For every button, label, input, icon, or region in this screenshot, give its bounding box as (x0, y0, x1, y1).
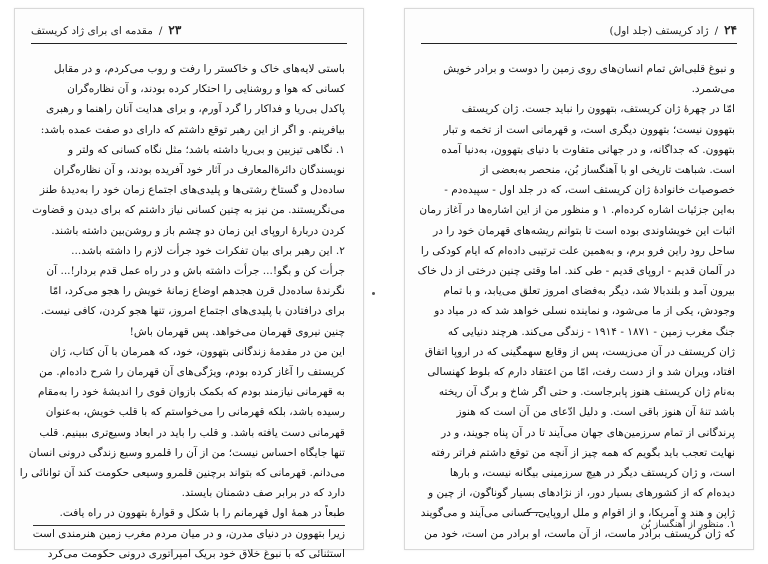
right-running-head-title: ژاد کریستف (جلد اول) (609, 25, 709, 37)
right-page-text-line: دیده‌ام که از کشورهای بسیار دور، از نژادهای بسیار گوناگون، از چین و (428, 487, 735, 500)
left-page-number: ۲۳ (168, 23, 182, 37)
right-running-head-divider: / (714, 25, 719, 37)
left-page-text-line: کردن دربارهٔ اروپای این زمان دو چشم باز و روشن‌بین داشته باشند. (51, 224, 345, 237)
left-page-text-line: طبعاً در همهٔ اول قهرمانم را با شکل و قوارهٔ بتهوون در راه یافت. (59, 507, 345, 520)
left-page-text-line: جرأت کن و بگو!... جرأت داشته باش و در راه عمل قدم بردار!... آن (46, 265, 345, 278)
left-page-text-line: می‌دانم. قهرمانی که بتواند برچنین قلمرو وسیعی حکومت کند آن توانائی را (19, 467, 345, 480)
right-page-text-line: می‌شمرد. (691, 83, 735, 96)
left-page-text-line: ساده‌دل و گستاخ رشتی‌ها و پلیدی‌های اجتماع زمان خود را به‌دیدهٔ طنز (39, 184, 345, 197)
right-page-text-line: بتهوون نیست؛ بتهوون دیگری است، و قهرمانی است از تخمه و تبار (443, 123, 735, 136)
left-page-body (19, 59, 345, 564)
left-page-text-line: قهرمانی دست یافته باشد. و قلب را باید در ابعاد وسیع‌تری ببینیم. قلب (39, 426, 345, 439)
left-page-text-line: ۲. این رهبر برای بیان تفکرات خود جرأت لازم را داشته باشد... (71, 244, 345, 257)
left-page-text-line: زیرا بتهوون در دنیای مدرن، و در میان مردم مغرب زمین هنرمندی است (32, 527, 345, 540)
right-page-body (417, 59, 735, 544)
left-page-text-line: دارد که در برابر صف دشمنان بایستد. (181, 487, 345, 500)
right-page-text-line: که ژان کریستف برادر ماست، از آن ماست، او برادر من است، خود من (424, 527, 735, 540)
gutter-mark (372, 292, 375, 295)
left-page-text-line: استثنائی که با نبوغ خلاق خود بریک امپراتوری درونی حکومت می‌کرد (47, 547, 345, 560)
left-page-text-line: باستی لایه‌های خاک و خاکستر را رفت و روب می‌کردم، و در مقابل (53, 63, 345, 75)
left-page-text-line: رسیده باشد، بلکه قهرمانی را می‌خواستم که با قلب خویش، به‌عنوان (45, 406, 345, 419)
right-page-text-line: بیرون آمد و بلندبالا شد، دیگر به‌فضای امروز تعلق می‌یابد، و با تمام (443, 285, 735, 298)
right-page-text-line: جنگ مغرب زمین - ۱۸۷۱ - ۱۹۱۴ - زندگی می‌کند. هرچند دنیایی که (447, 325, 735, 338)
left-running-head-divider: / (158, 25, 163, 37)
right-running-head (421, 23, 737, 44)
right-page-text-line: و نبوغ قلبی‌اش تمام انسان‌های روی زمین را دوست و برادر خویش (443, 63, 735, 75)
left-page-text-line: کسانی که هوا و روشنایی را احتکار کرده بودند، و آن نظاره‌گران (67, 83, 345, 96)
right-page-text-line: اثبات این خویشاوندی بوده است تا بتوانم ریشه‌های قهرمان خود را در (433, 224, 735, 237)
right-page-text-line: در آلمان قدیم - اروپای قدیم - طی کند. اما وقتی چنین درختی از دل خاک (417, 265, 735, 278)
left-running-head (31, 23, 347, 44)
left-page-text-line: به قهرمانی نیازمند بودم که بکمک بازوان قوی را اندیشهٔ خود را به‌مقام (37, 386, 345, 399)
footnote: ۱. منظور از آهنگساز بُن (640, 519, 735, 530)
right-page-text-line: بتهوون. که جداگانه، و در جهانی متفاوت با دنیای بتهوون، به‌دنیا آمده (441, 143, 735, 156)
right-page-text-line: امّا در چهرهٔ ژان کریستف، بتهوون را نباید جست. ژان کریستف (461, 103, 735, 116)
right-page-text-line: به‌نام ژان کریستف هنوز پابرجاست. و حتی اگر شاخ و برگ آن ریخته (438, 386, 735, 399)
right-page-text-line: است، و ژان کریستف دیگر در هیچ سرزمینی بیگانه نیست، و بارها (449, 467, 735, 480)
left-page-text-line: ۱. نگاهی تیزبین و بی‌ریا داشته باشد؛ مثل نگاه کسانی که ولتر و (68, 143, 345, 156)
right-page-text-line: ژان کریستف در آن می‌زیست، پس از وقایع سهمگینی که در اروپا اتفاق (424, 345, 735, 358)
right-page-number: ۲۴ (724, 23, 737, 37)
right-page-text-line: است. شباهت تاریخی او با آهنگساز بُن، منحصر به‌بعضی از (480, 164, 735, 177)
left-page-text-line: تنها جایگاه احساس نیست؛ من از آن را قلمرو وسیع زندگی درونی انسان (28, 446, 345, 459)
right-page-text-line: خصوصیات خانوادهٔ ژان کریستف است، که در جلد اول - سپیده‌دم - (444, 184, 735, 197)
left-page-text-line: چنین نیروی قهرمان می‌خواهد. پس قهرمان باش! (129, 325, 345, 338)
left-page-text-line: این من در مقدمهٔ زندگانی بتهوون، خود، که همرمان با آن کتاب، ژان (49, 345, 345, 358)
left-page-text-line: پاکدل بی‌ریا و فداکار را گرد آورم، و برای هدایت آنان راهنما و رهبری (45, 103, 345, 116)
right-page-text-line: باشد تنهٔ آن هنوز باقی است. و دلیل ادّعای من آن است که هنوز (456, 406, 735, 419)
left-page-text-line: برای درافتادن با پلیدی‌های اجتماع امروز، تنها هجو کردن، کافی نیست. (40, 305, 345, 318)
left-page-text-line: می‌نگریستند. من نیز به چنین کسانی نیاز داشتم که برای دیدن و قضاوت (32, 204, 345, 217)
left-page-text-line: نگرندهٔ ساده‌دل قرن هجدهم اوضاع زمانهٔ خویش را هجو می‌کرد، امّا (49, 285, 345, 298)
right-page-text-line: ژاپن و هند و آمریکا، و از اقوام و ملل اروپایی، کسانی می‌آیند و می‌گویند (420, 507, 735, 520)
left-running-head-title: مقدمه ای برای ژاد کریستف (31, 25, 153, 37)
left-page-text-line: نویسندگان دائرةالمعارف در آثار خود آفریده بودند، و آن نظاره‌گران (53, 164, 345, 177)
right-page-text-line: نهایت تعجب باید بگویم که همه چیز از آنچه من توقع داشتم فراتر رفته (431, 446, 735, 459)
left-page-text-line: کریستف را آغاز کرده بودم، ویژگی‌های آن قهرمان را شرح داده‌ام. من (39, 366, 345, 379)
right-page-text-line: به‌این جزئیات اشاره کرده‌ام. ۱ و منظور من از این اشاره‌ها در آغاز رمان (419, 204, 735, 217)
left-page-bottom-rule (33, 525, 345, 526)
right-page-text-line: پرندگانی از تمام سرزمین‌های جهان می‌آیند تا در آن پناه جویند، و در (441, 426, 735, 439)
footnote-rule (525, 512, 543, 513)
right-page-text-line: ساحل رود راین فرو برم، و به‌همین علت ترتیبی داده‌ام که ایام کودکی را (420, 244, 735, 257)
left-page-text-line: بیافرینم. و اگر از این رهبر توقع داشتم که دارای دو صفت عمده باشد: (40, 123, 345, 136)
left-page (14, 8, 364, 560)
right-page-text-line: وجودش، یکی از ما می‌شود، و نماینده نسلی خواهد شد که در میاد دو (434, 305, 735, 318)
right-page-text-line: افتاد، ویران شد و از دست رفت، امّا من اعتقاد دارم که بلوط کهنسالی (427, 366, 735, 379)
right-page (404, 8, 754, 550)
